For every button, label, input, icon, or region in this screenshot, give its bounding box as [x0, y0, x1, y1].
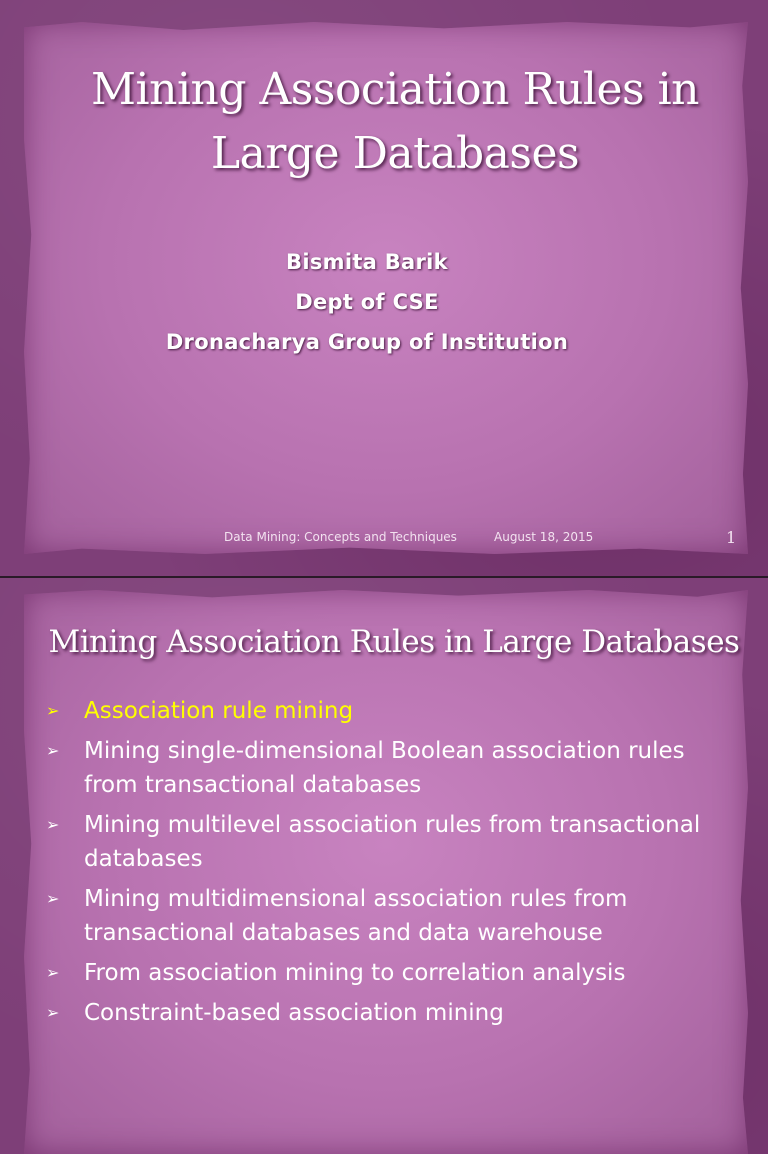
bullet-text: Association rule mining — [84, 698, 354, 724]
footer-course: Data Mining: Concepts and Techniques — [224, 530, 457, 544]
bullet-text: Constraint-based association mining — [84, 1000, 504, 1026]
bullet-item — [46, 808, 726, 876]
bullet-text: Mining multidimensional association rules from transactional databases and data warehouse — [84, 886, 628, 946]
department: Dept of CSE — [295, 290, 439, 314]
title-slide — [0, 0, 768, 576]
bullet-arrow-icon: ➢ — [46, 701, 60, 720]
bullet-arrow-icon: ➢ — [46, 741, 60, 760]
bullet-list — [46, 694, 726, 1036]
bullet-arrow-icon: ➢ — [46, 1003, 60, 1022]
bullet-arrow-icon: ➢ — [46, 815, 60, 834]
bullet-item — [46, 694, 726, 728]
bullet-item — [46, 996, 726, 1030]
bullet-item — [46, 882, 726, 950]
bullet-item — [46, 956, 726, 990]
bullet-arrow-icon: ➢ — [46, 963, 60, 982]
slide-title: Mining Association Rules in Large Databases — [48, 624, 740, 660]
bullet-text: Mining single-dimensional Boolean association rules from transactional databases — [84, 738, 685, 798]
bullet-text: Mining multilevel association rules from transactional databases — [84, 812, 701, 872]
outline-slide — [0, 578, 768, 1154]
institution: Dronacharya Group of Institution — [165, 330, 569, 354]
author-name: Bismita Barik — [286, 250, 448, 274]
slide-number: 1 — [726, 528, 737, 547]
bullet-arrow-icon: ➢ — [46, 889, 60, 908]
bullet-item — [46, 734, 726, 802]
slide-title: Mining Association Rules in Large Databases — [90, 64, 700, 179]
bullet-text: From association mining to correlation analysis — [84, 960, 626, 986]
footer-date: August 18, 2015 — [494, 530, 594, 544]
